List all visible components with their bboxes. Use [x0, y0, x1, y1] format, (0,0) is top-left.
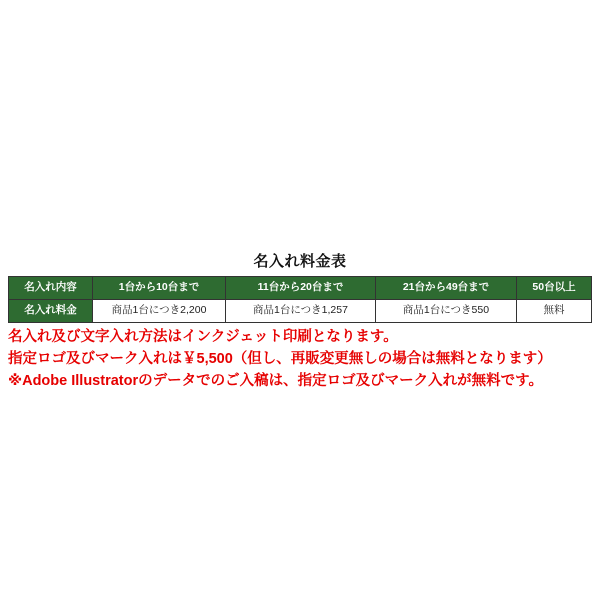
page-title: 名入れ料金表 [253, 253, 347, 270]
table-header-row [9, 277, 592, 300]
table-cell-price-tier3: 商品1台につき550 [376, 300, 517, 323]
table-header-cell-tier2: 11台から20台まで [226, 277, 376, 300]
table-cell-price-tier1: 商品1台につき2,200 [93, 300, 226, 323]
table-header-cell-tier3: 21台から49台まで [376, 277, 517, 300]
table-cell-price-tier4: 無料 [517, 300, 592, 323]
table-header-cell-content: 名入れ内容 [9, 277, 93, 300]
table-row-fees [9, 300, 592, 323]
note-line-illustrator-free: ※Adobe Illustratorのデータでのご入稿は、指定ロゴ及びマーク入れが無料です。 [8, 373, 543, 389]
pricing-table [8, 276, 592, 323]
table-header-cell-tier1: 1台から10台まで [93, 277, 226, 300]
table-cell-price-tier2: 商品1台につき1,257 [226, 300, 376, 323]
notes-section [8, 329, 596, 395]
table-header-cell-tier4: 50台以上 [517, 277, 592, 300]
table-row-label: 名入れ料金 [9, 300, 93, 323]
note-line-printing-method: 名入れ及び文字入れ方法はインクジェット印刷となります。 [8, 329, 398, 345]
note-line-logo-fee: 指定ロゴ及びマーク入れは￥5,500（但し、再販変更無しの場合は無料となります） [8, 351, 552, 367]
